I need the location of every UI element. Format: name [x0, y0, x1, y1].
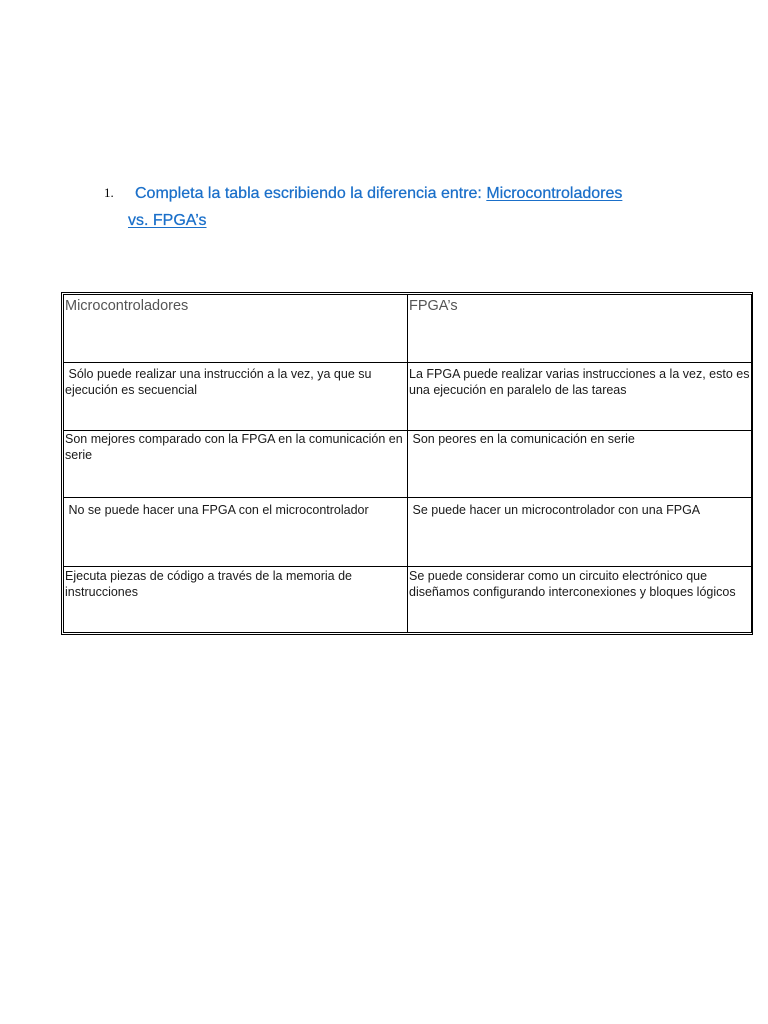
header-microcontroladores: Microcontroladores	[64, 295, 408, 363]
list-number: 1.	[104, 185, 114, 200]
table-header-row	[64, 295, 752, 363]
table-row	[64, 431, 752, 498]
cell-micro-2: Son mejores comparado con la FPGA en la comunicación en serie	[64, 431, 408, 498]
comparison-table-frame	[61, 292, 753, 635]
topic-link-part-2[interactable]: vs. FPGA’s	[128, 212, 207, 229]
table-row	[64, 363, 752, 431]
header-fpgas: FPGA’s	[408, 295, 752, 363]
cell-fpga-2: Son peores en la comunicación en serie	[408, 431, 752, 498]
question-text: Completa la tabla escribiendo la diferencia entre:	[135, 185, 487, 202]
cell-micro-4: Ejecuta piezas de código a través de la memoria de instrucciones	[64, 567, 408, 633]
cell-fpga-1: La FPGA puede realizar varias instrucciones a la vez, esto es una ejecución en paralelo de las tareas	[408, 363, 752, 431]
cell-micro-1: Sólo puede realizar una instrucción a la vez, ya que su ejecución es secuencial	[64, 363, 408, 431]
topic-link-part-1[interactable]: Microcontroladores	[486, 185, 623, 202]
comparison-table	[63, 294, 752, 633]
cell-fpga-4: Se puede considerar como un circuito electrónico que diseñamos configurando interconexiones y bloques lógicos	[408, 567, 752, 633]
table-row	[64, 567, 752, 633]
cell-fpga-3: Se puede hacer un microcontrolador con una FPGA	[408, 498, 752, 567]
table-row	[64, 498, 752, 567]
cell-micro-3: No se puede hacer una FPGA con el microcontrolador	[64, 498, 408, 567]
question-heading	[104, 180, 704, 234]
